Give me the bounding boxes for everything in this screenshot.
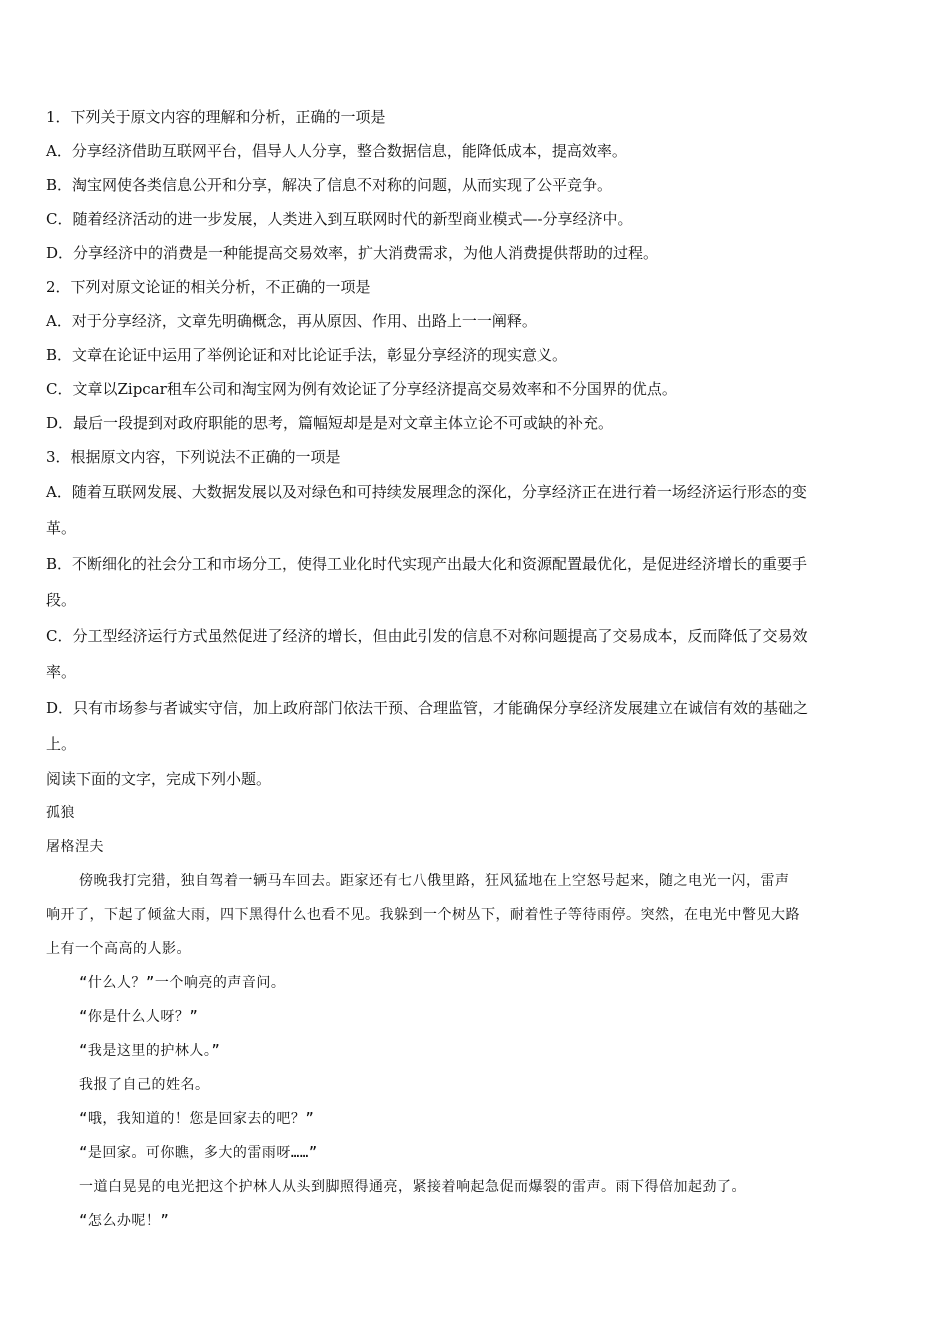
- question-3-option-b-line-1: B．不断细化的社会分工和市场分工，使得工业化时代实现产出最大化和资源配置最优化，是促进经济增长的重要手: [46, 555, 808, 573]
- dialogue-line-8: “怎么办呢！”: [79, 1213, 170, 1229]
- document-page: [46, 100, 904, 1238]
- question-2-option-b: B．文章在论证中运用了举例论证和对比论证手法，彰显分享经济的现实意义。: [46, 346, 568, 364]
- question-3-option-d: [46, 690, 904, 762]
- question-3-option-a-line-1: A．随着互联网发展、大数据发展以及对绿色和可持续发展理念的深化，分享经济正在进行着一场经济运行形态的变: [46, 483, 807, 501]
- question-1-stem: 1．下列关于原文内容的理解和分析，正确的一项是: [46, 108, 386, 126]
- question-2-option-c: C．文章以Zipcar租车公司和淘宝网为例有效论证了分享经济提高交易效率和不分国界的优点。: [46, 380, 677, 398]
- question-3-option-c: [46, 618, 904, 690]
- question-1-option-a: A．分享经济借助互联网平台，倡导人人分享，整合数据信息，能降低成本，提高效率。: [46, 142, 627, 160]
- question-2-option-a: A．对于分享经济，文章先明确概念，再从原因、作用、出路上一一阐释。: [46, 312, 537, 330]
- question-1-option-b: B．淘宝网使各类信息公开和分享，解决了信息不对称的问题，从而实现了公平竞争。: [46, 176, 613, 194]
- dialogue-line-1: “什么人？”一个响亮的声音问。: [79, 975, 286, 991]
- question-3-stem: 3．根据原文内容，下列说法不正确的一项是: [46, 448, 341, 466]
- question-3-option-c-line-2: 率。: [46, 663, 77, 681]
- dialogue-line-2: “你是什么人呀？”: [79, 1009, 199, 1025]
- dialogue-line-6: “是回家。可你瞧，多大的雷雨呀……”: [79, 1145, 318, 1161]
- question-3-option-d-line-1: D．只有市场参与者诚实守信，加上政府部门依法干预、合理监管，才能确保分享经济发展建立在诚信有效的基础之: [46, 699, 809, 717]
- question-3-option-a: [46, 474, 904, 546]
- question-1-option-c: C．随着经济活动的进一步发展，人类进入到互联网时代的新型商业模式—-分享经济中。: [46, 210, 633, 228]
- question-1-option-d: D．分享经济中的消费是一种能提高交易效率，扩大消费需求，为他人消费提供帮助的过程。: [46, 244, 659, 262]
- story-author: 屠格涅夫: [46, 839, 104, 855]
- story-paragraph-1: [46, 864, 904, 966]
- dialogue-line-7: 一道白晃晃的电光把这个护林人从头到脚照得通亮，紧接着响起急促而爆裂的雷声。雨下得倍加起劲了。: [79, 1179, 746, 1195]
- reading-instruction: 阅读下面的文字，完成下列小题。: [46, 770, 272, 788]
- question-3-option-b: [46, 546, 904, 618]
- question-3-option-d-line-2: 上。: [46, 735, 77, 753]
- question-3-option-c-line-1: C．分工型经济运行方式虽然促进了经济的增长，但由此引发的信息不对称问题提高了交易成本，反而降低了交易效: [46, 627, 808, 645]
- question-2-stem: 2．下列对原文论证的相关分析，不正确的一项是: [46, 278, 371, 296]
- dialogue-line-4: 我报了自己的姓名。: [79, 1077, 210, 1093]
- question-2-option-d: D．最后一段提到对政府职能的思考，篇幅短却是是对文章主体立论不可或缺的补充。: [46, 414, 614, 432]
- story-paragraph-1-line-2: 响开了，下起了倾盆大雨，四下黑得什么也看不见。我躲到一个树丛下，耐着性子等待雨停。突然，在电光中瞥见大路: [46, 907, 800, 923]
- story-paragraph-1-line-3: 上有一个高高的人影。: [46, 941, 191, 957]
- question-3-option-a-line-2: 革。: [46, 519, 77, 537]
- story-title: 孤狼: [46, 805, 75, 821]
- story-paragraph-1-line-1: 傍晚我打完猎，独自驾着一辆马车回去。距家还有七八俄里路，狂风猛地在上空怒号起来，随之电光一闪，雷声: [79, 873, 790, 889]
- dialogue-line-3: “我是这里的护林人。”: [79, 1043, 221, 1059]
- question-3-option-b-line-2: 段。: [46, 591, 77, 609]
- dialogue-line-5: “哦，我知道的！您是回家去的吧？”: [79, 1111, 315, 1127]
